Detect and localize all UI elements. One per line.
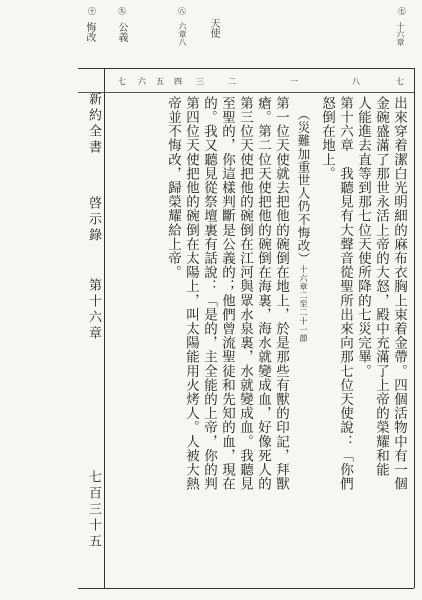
chapter-label: 第十六章 xyxy=(86,278,101,342)
footnote-text: 公義 xyxy=(116,22,127,42)
footnote-text: 悔改 xyxy=(84,22,95,42)
text-column: 瘡。第二位天使把他的碗倒在海裏，海水就變成血，好像死人的 xyxy=(255,96,271,491)
text-column: 怒倒在地上。 xyxy=(319,96,335,181)
header-divider xyxy=(104,68,105,588)
text-column: 人能進去直等到那七位天使所降的七災完畢。 xyxy=(355,96,371,379)
book-title: 新約全書 xyxy=(86,92,101,156)
section-heading: （災難加重世人仍不悔改）十六章二至二十一節 xyxy=(296,108,311,343)
top-rule xyxy=(78,68,414,69)
text-column: 的。我又聽見從祭壇裏有話說：「是的，主全能的上帝，你的判 xyxy=(201,96,217,491)
verse-number: 五 xyxy=(156,77,164,86)
footnote-text: 十六章 xyxy=(396,22,405,46)
verse-number: 七 xyxy=(396,77,404,86)
footnote-marker: ㊇ xyxy=(178,7,186,16)
text-column: 第四位天使把他的碗倒在太陽上，叫太陽能用火烤人。人被大熱 xyxy=(183,96,199,491)
footnote-marker: ㊉ xyxy=(88,7,96,16)
verse-number: 二 xyxy=(228,77,236,86)
bottom-rule xyxy=(78,588,414,589)
right-frame xyxy=(414,68,415,588)
footnote-text: 六章八 xyxy=(178,22,187,46)
text-column: 第三位天使把他的碗倒在江河與眾水泉裏，水就變成血。我聽見 xyxy=(237,96,253,491)
verse-number: 一 xyxy=(290,77,298,86)
footnote-text: 天使 xyxy=(208,18,219,38)
verse-number: 八 xyxy=(352,77,360,86)
text-column: 出來穿着潔白光明細的麻布衣胸上束着金帶。四個活物中有一個 xyxy=(391,96,407,491)
text-column: 帝並不悔改，歸榮耀給上帝。 xyxy=(165,96,181,280)
text-column: 第一位天使就去把他的碗倒在地上，於是那些有獸的印記，拜獸 xyxy=(273,96,289,491)
verse-number: 三 xyxy=(196,77,204,86)
verse-number: 四 xyxy=(174,77,182,86)
page-number: 七百三十五 xyxy=(86,470,101,550)
verse-number: 六 xyxy=(138,77,146,86)
footnote-marker: ㊆ xyxy=(398,7,406,16)
footnote-marker: ㊈ xyxy=(118,7,126,16)
text-column: 至聖的，你這樣判斷是公義的；他們曾流聖徒和先知的血，現在 xyxy=(219,96,235,491)
text-column: 金碗盛滿了那世永活上帝的大怒，殿中充滿了上帝的榮耀和能 xyxy=(373,96,389,477)
book-name: 啓示錄 xyxy=(86,196,101,244)
verse-number: 七 xyxy=(118,77,126,86)
verse-row-rule xyxy=(78,92,414,93)
text-column: 第十六章 我聽見有大聲音從聖所出來向那七位天使說：「你們 xyxy=(337,96,353,491)
